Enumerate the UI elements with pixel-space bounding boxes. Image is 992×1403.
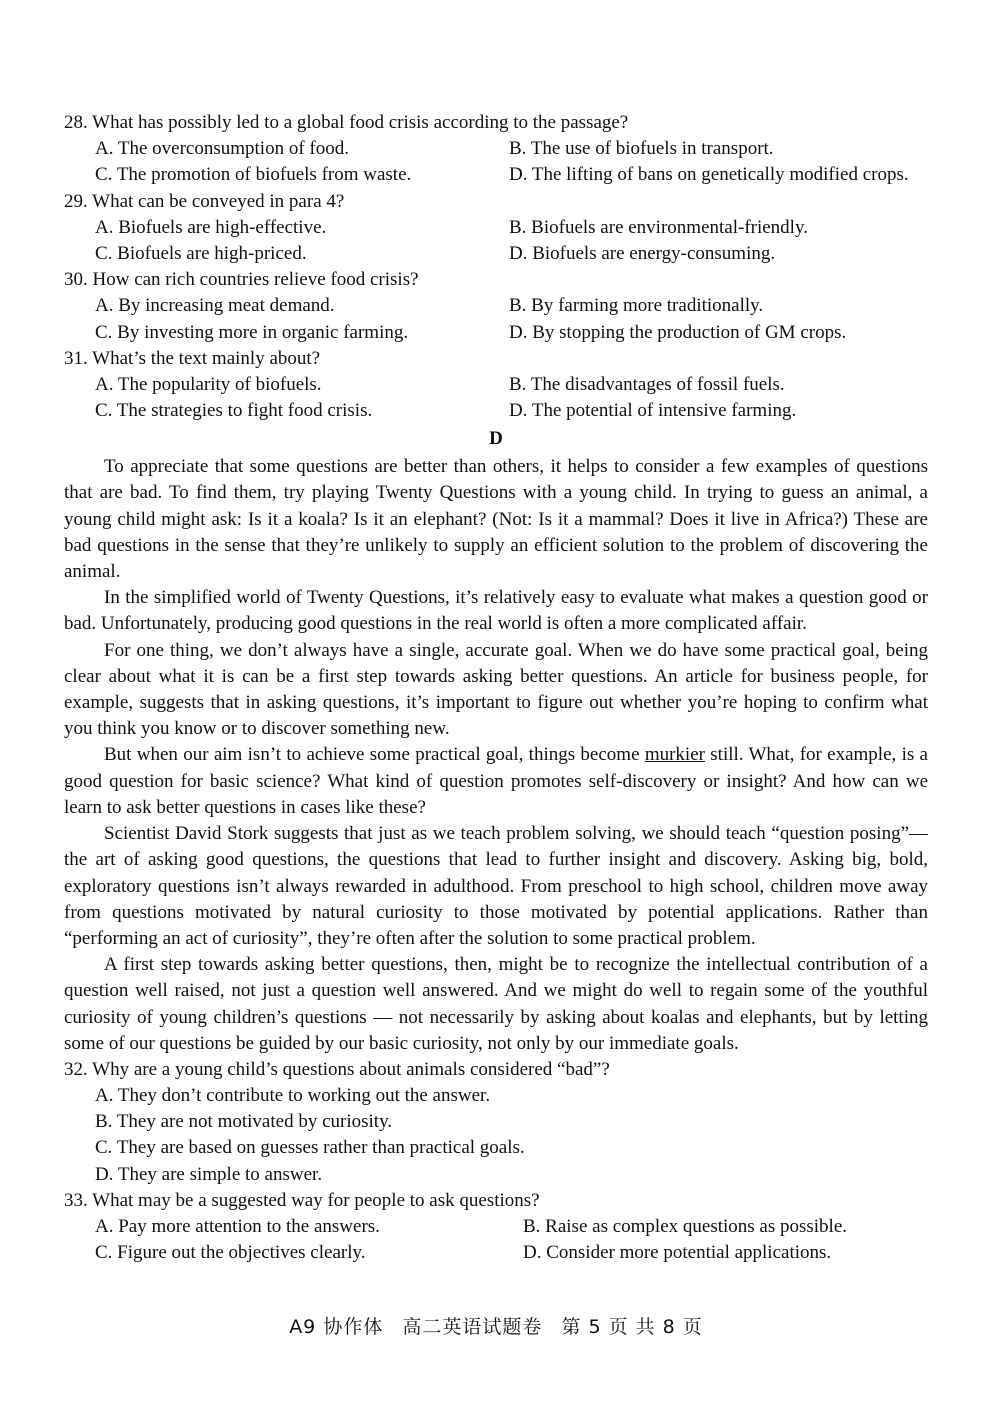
passage-paragraph-4 <box>64 742 928 821</box>
footer-organization: A9 协作体 <box>289 1316 384 1338</box>
option-31b: B. The disadvantages of fossil fuels. <box>509 373 785 395</box>
option-33a: A. Pay more attention to the answers. <box>95 1216 380 1238</box>
option-30b: B. By farming more traditionally. <box>509 295 764 317</box>
question-29-options-row-1 <box>64 215 928 241</box>
question-32-stem: 32. Why are a young child’s questions about animals considered “bad”? <box>64 1058 610 1080</box>
question-33-options-row-1 <box>64 1214 928 1240</box>
option-33b: B. Raise as complex questions as possible. <box>523 1216 848 1238</box>
passage-paragraph-2: In the simplified world of Twenty Questions, it’s relatively easy to evaluate what makes a question good or bad. Unfortunately, producing good questions in the real world is often a more complicated affair. <box>64 587 928 635</box>
option-33c: C. Figure out the objectives clearly. <box>95 1242 366 1264</box>
option-31d: D. The potential of intensive farming. <box>509 400 797 422</box>
option-31a: A. The popularity of biofuels. <box>95 373 322 395</box>
option-29b: B. Biofuels are environmental-friendly. <box>509 216 808 238</box>
question-29-options-row-2 <box>64 241 928 267</box>
option-32b: B. They are not motivated by curiosity. <box>95 1111 393 1133</box>
footer-exam-title: 高二英语试题卷 <box>402 1316 543 1338</box>
option-30d: D. By stopping the production of GM crops. <box>509 321 847 343</box>
option-31c: C. The strategies to fight food crisis. <box>95 400 373 422</box>
option-30c: C. By investing more in organic farming. <box>95 321 409 343</box>
question-31-options-row-1 <box>64 372 928 398</box>
option-32c: C. They are based on guesses rather than practical goals. <box>95 1137 525 1159</box>
question-28-stem: 28. What has possibly led to a global food crisis according to the passage? <box>64 112 629 133</box>
question-31-options-row-2 <box>64 398 928 424</box>
option-29c: C. Biofuels are high-priced. <box>95 242 307 264</box>
question-28-options-row-2 <box>64 162 928 188</box>
question-30-options-row-1 <box>64 293 928 319</box>
section-d-heading: D <box>489 428 503 450</box>
question-33-stem: 33. What may be a suggested way for people to ask questions? <box>64 1189 540 1211</box>
paragraph-4-text-start: But when our aim isn’t to achieve some practical goal, things become <box>104 744 645 766</box>
option-28a: A. The overconsumption of food. <box>95 138 349 160</box>
question-30-stem: 30. How can rich countries relieve food crisis? <box>64 269 419 291</box>
paragraph-4-text-end: still. What, for example, is a good question for basic science? What kind of question promotes self-discovery or insight? And how can we learn to ask better questions in cases like these? <box>64 744 928 818</box>
option-32d: D. They are simple to answer. <box>95 1163 323 1185</box>
question-30-options-row-2 <box>64 320 928 346</box>
question-28-options-row-1 <box>64 136 928 162</box>
passage-paragraph-3: For one thing, we don’t always have a single, accurate goal. When we do have some practical goal, being clear about what it is can be a first step towards asking better questions. An article for business people, for example, suggests that in asking questions, it’s important to figure out whether you’re hoping to confirm what you think you know or to discover something new. <box>64 639 928 740</box>
exam-page <box>64 110 928 1266</box>
option-32a: A. They don’t contribute to working out the answer. <box>95 1085 491 1107</box>
question-33-options-row-2 <box>64 1240 928 1266</box>
passage-paragraph-6: A first step towards asking better questions, then, might be to recognize the intellectual contribution of a question well raised, not just a question well answered. And we might do well to regain some of the youthful curiosity of young children’s questions — not necessarily by asking about koalas and elephants, but by letting some of our questions be guided by our basic curiosity, not only by our immediate goals. <box>64 954 928 1054</box>
question-29-stem: 29. What can be conveyed in para 4? <box>64 190 345 212</box>
question-31-stem: 31. What’s the text mainly about? <box>64 347 321 369</box>
option-30a: A. By increasing meat demand. <box>95 295 335 317</box>
option-28d: D. The lifting of bans on genetically modified crops. <box>509 164 909 186</box>
option-28b: B. The use of biofuels in transport. <box>509 138 774 160</box>
underlined-word-murkier: murkier <box>644 744 705 766</box>
option-29a: A. Biofuels are high-effective. <box>95 216 327 238</box>
option-29d: D. Biofuels are energy-consuming. <box>509 242 776 264</box>
passage-paragraph-5: Scientist David Stork suggests that just as we teach problem solving, we should teach “question posing”— the art of asking good questions, the questions that lead to further insight and discovery. Asking big, bold, exploratory questions isn’t always rewarded in adulthood. From preschool to high school, children move away from questions motivated by natural curiosity to those motivated by potential applications. Rather than “performing an act of curiosity”, they’re often after the solution to some practical problem. <box>64 823 928 949</box>
option-28c: C. The promotion of biofuels from waste. <box>95 164 412 186</box>
option-33d: D. Consider more potential applications. <box>523 1242 832 1264</box>
page-footer <box>0 1312 992 1339</box>
footer-page-number: 第 5 页 共 8 页 <box>561 1316 703 1338</box>
passage-paragraph-1: To appreciate that some questions are better than others, it helps to consider a few examples of questions that are bad. To find them, try playing Twenty Questions with a young child. In trying to guess an animal, a young child might ask: Is it a koala? Is it an elephant? (Not: Is it a mammal? Does it live in Africa?) These are bad questions in the sense that they’re unlikely to supply an efficient solution to the problem of discovering the animal. <box>64 456 928 583</box>
